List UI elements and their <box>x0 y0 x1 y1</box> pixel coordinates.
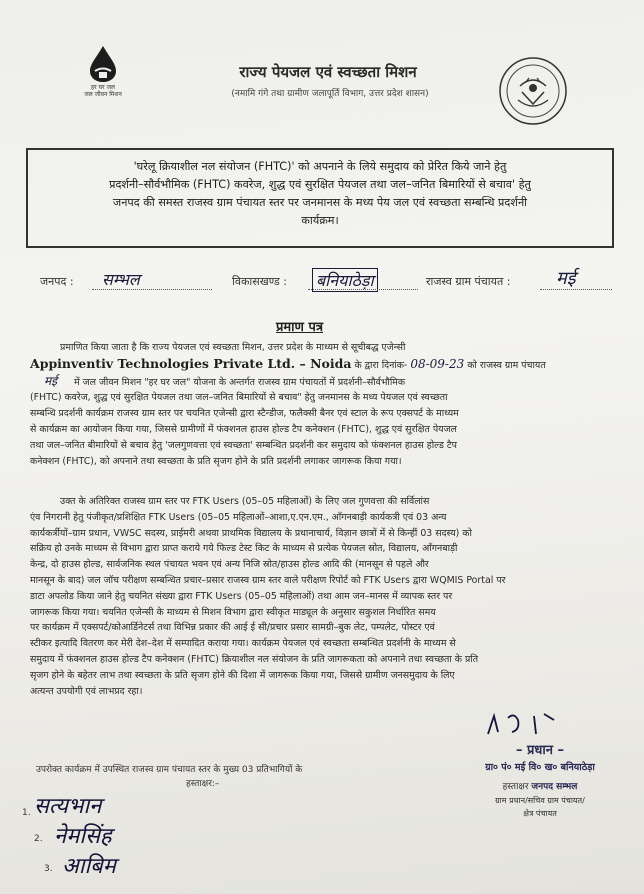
participant-signature-3: आबिम <box>62 854 116 879</box>
p1-line-2-end: को राजस्व ग्राम पंचायत <box>467 359 546 371</box>
p2-line-8: जागरूक किया गया। चयनित एजेन्सी के माध्यम से मिशन विभाग द्वारा स्वीकृत माड्यूल के अनुसार सकुशल निर्धारित समय <box>30 606 436 618</box>
p1-line-4: (FHTC) कवरेज, शुद्ध एवं सुरक्षित पेयजल तथा जल–जनित बिमारियों से बचाव" हेतु जनमानस के मध्य पेयजल एवं स्वच्छता <box>30 392 448 404</box>
p1-line-2 <box>30 356 620 374</box>
p2-line-4: सक्रिय हो उनके माध्यम से विभाग द्वारा प्राप्त कराये गये फिल्ड टेस्ट किट के माध्यम से प्रत्येक पेयजल स्रोत, विद्यालय, आँगनबाड़ी <box>30 543 458 555</box>
p2-line-13: अत्यन्त उपयोगी एवं लाभप्रद रहा। <box>30 685 143 697</box>
p1-line-7: तथा जल–जनित बीमारियों से बचाव हेतु 'जलगुणवत्ता एवं स्वच्छता' सम्बन्धित प्रदर्शनी कर समुदाय को फंक्शनल हाउस होल्ड टैप <box>30 439 457 451</box>
location-fields <box>40 268 620 298</box>
mission-subtitle: (नमामि गंगे तथा ग्रामीण जलापूर्ति विभाग, उत्तर प्रदेश शासन) <box>231 89 429 99</box>
p2-line-10: स्टीकर इत्यादि वितरण कर मेरी देश–देश में सम्पादित कराया गया। कार्यक्रम पेयजल एवं स्वच्छता सम्बन्धित प्रदर्शनी के माध्यम से <box>30 638 456 650</box>
p1-line-5: सम्बन्धि प्रदर्शनी कार्यक्रम राजस्व ग्राम स्तर पर चयनित एजेन्सी द्वारा स्टैन्डीज, फलैक्सी बैनर एवं स्टाल के रूप एक्सपर्ट के माध्यम <box>30 408 459 420</box>
program-topic-box <box>26 148 614 248</box>
date-label: के द्वारा दिनांक- <box>354 359 408 371</box>
water-drop-icon <box>86 44 120 84</box>
p2-line-2: एंव निगरानी हेतु पंजीकृत/प्रशिक्षित FTK Users (05–05 महिलाओं–आशा,ए.एन.एम., आँगनबाड़ी कार्यकत्री एवं 03 अन्य <box>30 511 447 523</box>
stamp-pradhan: – प्रधान – <box>515 743 565 758</box>
signature-number-2: 2. <box>34 834 43 844</box>
p1-line-3 <box>30 374 620 391</box>
logo-text-2: जल जीवन मिशन <box>84 91 122 98</box>
panchayat-label: राजस्व ग्राम पंचायत : <box>426 275 511 288</box>
p2-line-12: सृजग होने के बहेतर लाभ तथा स्वच्छता के प्रति सृजग होने की दिशा में जागरूक किया गया, जिससे ग्रामीण जनसमुदाय के लिए <box>30 669 455 681</box>
mission-title: राज्य पेयजल एवं स्वच्छता मिशन <box>239 63 417 81</box>
stamp-district: जनपद सम्भल <box>531 782 578 792</box>
pradhan-signature-scribble <box>484 706 574 742</box>
participant-signature-2: नेमसिंह <box>54 824 112 849</box>
block-label: विकासखण्ड : <box>232 275 288 288</box>
district-label: जनपद : <box>40 275 74 288</box>
district-underline <box>92 288 212 290</box>
stamp-pradhan-text: प्रधान <box>527 743 553 758</box>
certificate-title: प्रमाण पत्र <box>276 320 324 335</box>
p2-line-11: समुदाय में फंक्शनल हाउस होल्ड टैप कनेक्शन (FHTC) क्रियाशील नल संयोजन के प्रति जागरूकता को अपनाने तथा स्वच्छता के प्रति <box>30 653 479 665</box>
logo-text-1: हर घर जल <box>91 84 115 91</box>
topic-line-1: 'घरेलू क्रियाशील नल संयोजन (FHTC)' को अपनाने के लिये समुदाय को प्रेरित किये जाने हेतु <box>133 160 507 173</box>
p2-line-3: कार्यकर्त्रीयों–ग्राम प्रधान, VWSC सदस्य, प्राईमरी अथवा प्राथमिक विद्यालय के प्रधानाचार्य, विज्ञान छात्रों में से किन्हीं 03 सदस्य) को <box>30 527 472 539</box>
block-value: बनियाठेड़ा <box>312 268 378 292</box>
p1-line-8: कनेक्शन (FHTC), को अपनाने तथा स्वच्छता के प्रति सृजग होने के प्रति प्रदर्शनी लगाकर जागरूक किया गया। <box>30 455 402 467</box>
p2-line-6: मानसून के बाद) जल जॉच परीक्षण सम्बन्धित प्रचार–प्रसार राजस्व ग्राम स्तर वाले परीक्षण रिपोर्ट को FTK Users द्वारा WQMIS Portal पर <box>30 574 506 586</box>
p2-line-9: पर कार्यक्रम में एक्सपर्ट/कोआर्डिनेटर्स तथा विभिन्न प्रकार की आई ई सी/प्रचार प्रसार सामग्री–बुक लेट, पम्पलेट, पोस्टर एवं <box>30 622 435 634</box>
block-underline <box>308 288 418 290</box>
participants-note: उपरोक्त कार्यक्रम में उपस्थित राजस्व ग्राम पंचायत स्तर के मुख्य 03 प्रतिभागियों के <box>36 765 303 775</box>
signature-number-1: 1. <box>22 808 31 818</box>
certificate-paragraph-1 <box>30 340 620 469</box>
topic-line-2: प्रदर्शनी–सौर्वभौमिक (FHTC) कवरेज, शुद्ध एवं सुरक्षित पेयजल तथा जल–जनित बिमारियों से बचाव' हेतु <box>109 178 531 191</box>
topic-line-4: कार्यक्रम। <box>301 214 339 227</box>
p1-line-3-text: में जल जीवन मिशन "हर घर जल" योजना के अन्तर्गत राजस्व ग्राम पंचायतों में प्रदर्शनी–सौर्वभौमिक <box>74 376 406 388</box>
panchayat-value: मई <box>556 268 576 289</box>
district-value: सम्भल <box>102 270 140 289</box>
signature-number-3: 3. <box>44 864 53 874</box>
certificate-paragraph-2 <box>30 494 620 699</box>
panchayat-hand: मई <box>44 373 58 388</box>
stamp-signature-row <box>440 779 640 792</box>
stamp-village: ग्रा० पं० मई वि० ख० बनियाठेड़ा <box>485 762 595 773</box>
har-ghar-jal-logo <box>74 44 132 106</box>
p1-line-6: से कार्यक्रम का आयोजन किया गया, जिससे ग्रामीणों में फंक्शनल हाउस होल्ड टैप कनेक्शन (FHTC), शुद्ध एवं सुरक्षित पेयजल <box>30 423 457 435</box>
panchayat-underline <box>540 288 612 290</box>
stamp-designation-2: क्षेत्र पंचायत <box>523 809 557 818</box>
pradhan-stamp <box>440 740 640 819</box>
up-government-seal-icon <box>498 56 568 126</box>
stamp-signature-label: हस्ताक्षर <box>502 782 529 792</box>
participants-signature-label: हस्ताक्षर:– <box>186 779 220 789</box>
p2-line-1: उक्त के अतिरिक्त राजस्व ग्राम स्तर पर FTK Users (05–05 महिलाओं) के लिए जल गुणवत्ता की सर्विलांस <box>60 496 430 507</box>
agency-name: Appinventiv Technologies Private Ltd. – Noida <box>30 355 352 371</box>
event-date: 08-09-23 <box>410 356 465 371</box>
p2-line-5: केन्द्र, दो हाउस होल्ड, सार्वजनिक स्थल पंचायत भवन एवं अन्य निजि स्रोत/हाउस होल्ड आदि की (मानसून से पहले और <box>30 559 429 571</box>
topic-line-3: जनपद की समस्त राजस्व ग्राम पंचायत स्तर पर जनमानस के मध्य पेय जल एवं स्वच्छता सम्बन्धि प्रदर्शनी <box>112 196 528 209</box>
stamp-designation: ग्राम प्रधान/सचिव ग्राम पंचायत/ <box>495 796 585 805</box>
p1-line-1: प्रमाणित किया जाता है कि राज्य पेयजल एवं स्वच्छता मिशन, उत्तर प्रदेश के माध्यम से सूचीबद्ध एजेन्सी <box>60 342 406 353</box>
p2-line-7: डाटा अपलोड किया जाने हेतु चयनित संख्या द्वारा FTK Users (05–05 महिलाओं) तथा आम जन–मानस में व्यापक स्तर पर <box>30 590 453 602</box>
participant-signature-1: सत्यभान <box>34 794 102 819</box>
